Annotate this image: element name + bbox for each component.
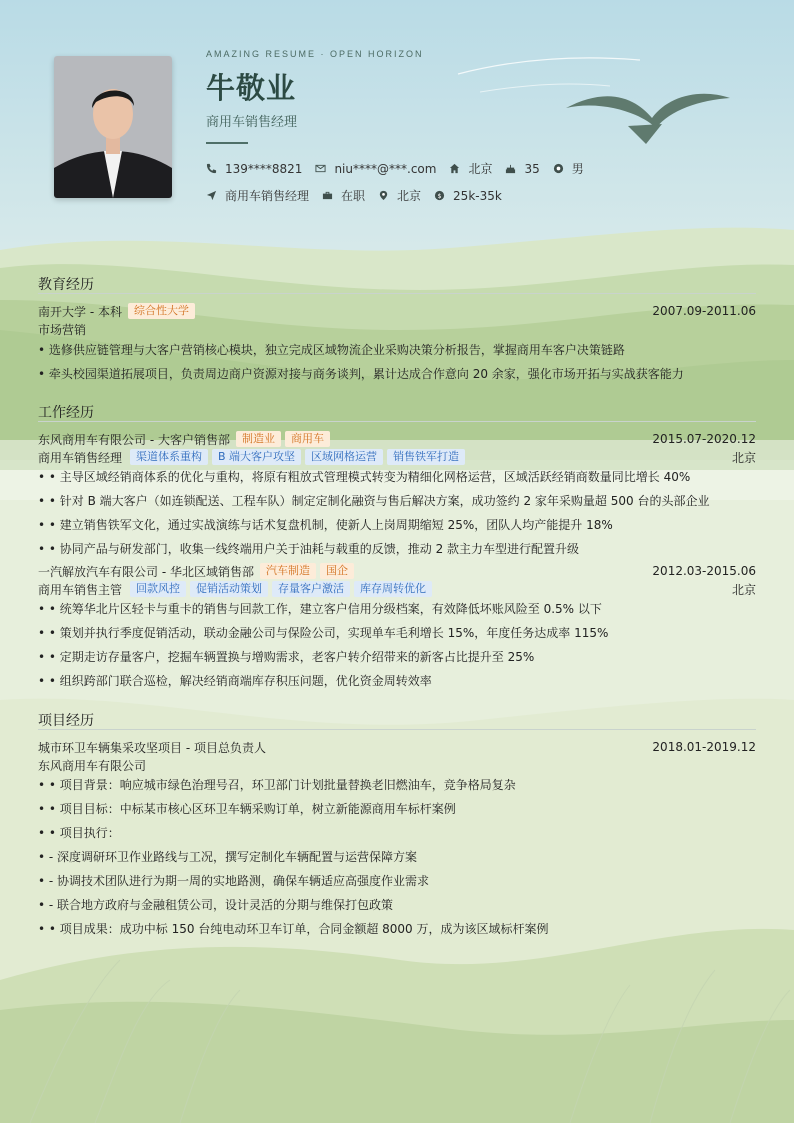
employment-status-text: 在职 — [341, 189, 366, 203]
skill-tag: 回款风控 — [130, 581, 186, 597]
intent-position — [206, 187, 309, 204]
send-icon — [206, 190, 217, 201]
skill-tag: B 端大客户攻坚 — [212, 449, 301, 465]
job-bullet: • • 针对 B 端大客户（如连锁配送、工程车队）制定定制化融资与售后解决方案，成功签约 2 家年采购量超 500 台的头部企业 — [38, 494, 710, 508]
school-tag: 综合性大学 — [128, 303, 195, 319]
salary-info — [434, 189, 502, 203]
money-icon — [434, 190, 445, 201]
profile-photo — [54, 56, 172, 198]
job-role: 商用车销售主管 — [38, 582, 123, 597]
skill-tag: 销售铁军打造 — [387, 449, 465, 465]
job-city: 北京 — [731, 450, 756, 465]
employment-status — [322, 187, 365, 204]
briefcase-icon — [322, 190, 333, 201]
skill-tag: 存量客户激活 — [272, 581, 350, 597]
title-divider — [206, 142, 248, 144]
company-name: 东风商用车有限公司 - 大客户销售部 — [38, 432, 230, 447]
intent-position-text: 商用车销售经理 — [225, 189, 310, 203]
contact-row — [206, 160, 597, 177]
company-name: 一汽解放汽车有限公司 - 华北区域销售部 — [38, 564, 254, 579]
job-header — [38, 563, 756, 579]
education-heading: 教育经历 — [38, 277, 94, 293]
gender-text: 男 — [571, 162, 584, 176]
company-tag: 国企 — [320, 563, 354, 579]
project-period: 2018.01-2019.12 — [652, 740, 756, 754]
skill-tag: 库存周转优化 — [354, 581, 432, 597]
phone-text: 139****8821 — [225, 161, 303, 176]
job-bullet: • • 组织跨部门联合巡检，解决经销商端库存积压问题，优化资金周转效率 — [38, 674, 432, 688]
education-divider — [38, 293, 756, 294]
age-info — [505, 162, 539, 176]
email-info — [315, 162, 436, 176]
age-text: 35 — [524, 161, 540, 176]
job-bullet: • • 建立销售铁军文化，通过实战演练与话术复盘机制，使新人上岗周期缩短 25%，团队人均产能提升 18% — [38, 518, 613, 532]
job-role-row — [38, 581, 756, 597]
mail-icon — [315, 163, 326, 174]
company-tag: 商用车 — [285, 431, 330, 447]
school-name: 南开大学 - 本科 — [38, 304, 122, 319]
home-icon — [449, 163, 460, 174]
project-name: 城市环卫车辆集采攻坚项目 - 项目总负责人 — [38, 740, 266, 755]
project-bullet: • - 联合地方政府与金融租赁公司，设计灵活的分期与维保打包政策 — [38, 898, 394, 912]
intent-city-text: 北京 — [397, 189, 422, 203]
major-text: 市场营销 — [38, 322, 87, 337]
education-bullet: • 牵头校园渠道拓展项目，负责周边商户资源对接与商务谈判，累计达成合作意向 20 余家，强化市场开拓与实战获客能力 — [38, 367, 684, 381]
gender-icon — [553, 163, 564, 174]
phone-icon — [206, 163, 217, 174]
project-bullet: • • 项目背景：响应城市绿色治理号召，环卫部门计划批量替换老旧燃油车，竞争格局复杂 — [38, 778, 516, 792]
job-period: 2015.07-2020.12 — [652, 432, 756, 446]
project-heading: 项目经历 — [38, 713, 94, 729]
project-company: 东风商用车有限公司 — [38, 758, 147, 773]
education-entry-header — [38, 303, 756, 319]
job-role-row — [38, 449, 756, 465]
skill-tag: 促销活动策划 — [190, 581, 268, 597]
education-major — [38, 321, 756, 337]
gender-info — [553, 160, 584, 177]
cake-icon — [505, 163, 516, 174]
svg-text:$: $ — [437, 191, 442, 200]
work-divider — [38, 421, 756, 422]
phone-info — [206, 162, 302, 176]
project-bullet: • • 项目执行： — [38, 826, 120, 840]
job-bullet: • • 统筹华北片区轻卡与重卡的销售与回款工作，建立客户信用分级档案，有效降低坏账风险至 0.5% 以下 — [38, 602, 602, 616]
education-bullet: • 选修供应链管理与大客户营销核心模块，独立完成区域物流企业采购决策分析报告，掌握商用车客户决策链路 — [38, 343, 625, 357]
job-header — [38, 431, 756, 447]
job-city: 北京 — [731, 582, 756, 597]
project-bullet: • - 深度调研环卫作业路线与工况，撰写定制化车辆配置与运营保障方案 — [38, 850, 418, 864]
job-bullet: • • 主导区域经销商体系的优化与重构，将原有粗放式管理模式转变为精细化网格运营，区域活跃经销商数量同比增长 40% — [38, 470, 691, 484]
home-text: 北京 — [468, 162, 493, 176]
skill-tag: 渠道体系重构 — [130, 449, 208, 465]
project-header — [38, 739, 756, 755]
project-bullet: • • 项目目标：中标某市核心区环卫车辆采购订单，树立新能源商用车标杆案例 — [38, 802, 456, 816]
location-icon — [378, 190, 389, 201]
email-text: niu****@***.com — [334, 161, 437, 176]
job-bullet: • • 定期走访存量客户，挖掘车辆置换与增购需求，老客户转介绍带来的新客占比提升至 25% — [38, 650, 535, 664]
skill-tag: 区域网格运营 — [305, 449, 383, 465]
job-period: 2012.03-2015.06 — [652, 564, 756, 578]
intent-city — [378, 187, 421, 204]
project-bullet: • - 协调技术团队进行为期一周的实地路测，确保车辆适应高强度作业需求 — [38, 874, 430, 888]
home-info — [449, 160, 492, 177]
candidate-name: 牛敬业 — [206, 71, 297, 105]
intent-row — [206, 187, 515, 204]
job-role: 商用车销售经理 — [38, 450, 123, 465]
project-bullet: • • 项目成果：成功中标 150 台纯电动环卫车订单，合同金额超 8000 万，成为该区域标杆案例 — [38, 922, 549, 936]
job-bullet: • • 协同产品与研发部门，收集一线终端用户关于油耗与载重的反馈，推动 2 款主力车型进行配置升级 — [38, 542, 580, 556]
salary-text: 25k-35k — [453, 188, 502, 203]
company-tag: 汽车制造 — [260, 563, 316, 579]
work-heading: 工作经历 — [38, 405, 94, 421]
project-divider — [38, 729, 756, 730]
company-tag: 制造业 — [236, 431, 281, 447]
resume-tagline: AMAZING RESUME · OPEN HORIZON — [206, 49, 424, 59]
project-company-row — [38, 757, 756, 773]
education-period: 2007.09-2011.06 — [652, 304, 756, 318]
job-bullet: • • 策划并执行季度促销活动，联动金融公司与保险公司，实现单车毛利增长 15%，年度任务达成率 115% — [38, 626, 609, 640]
job-title: 商用车销售经理 — [206, 115, 298, 130]
